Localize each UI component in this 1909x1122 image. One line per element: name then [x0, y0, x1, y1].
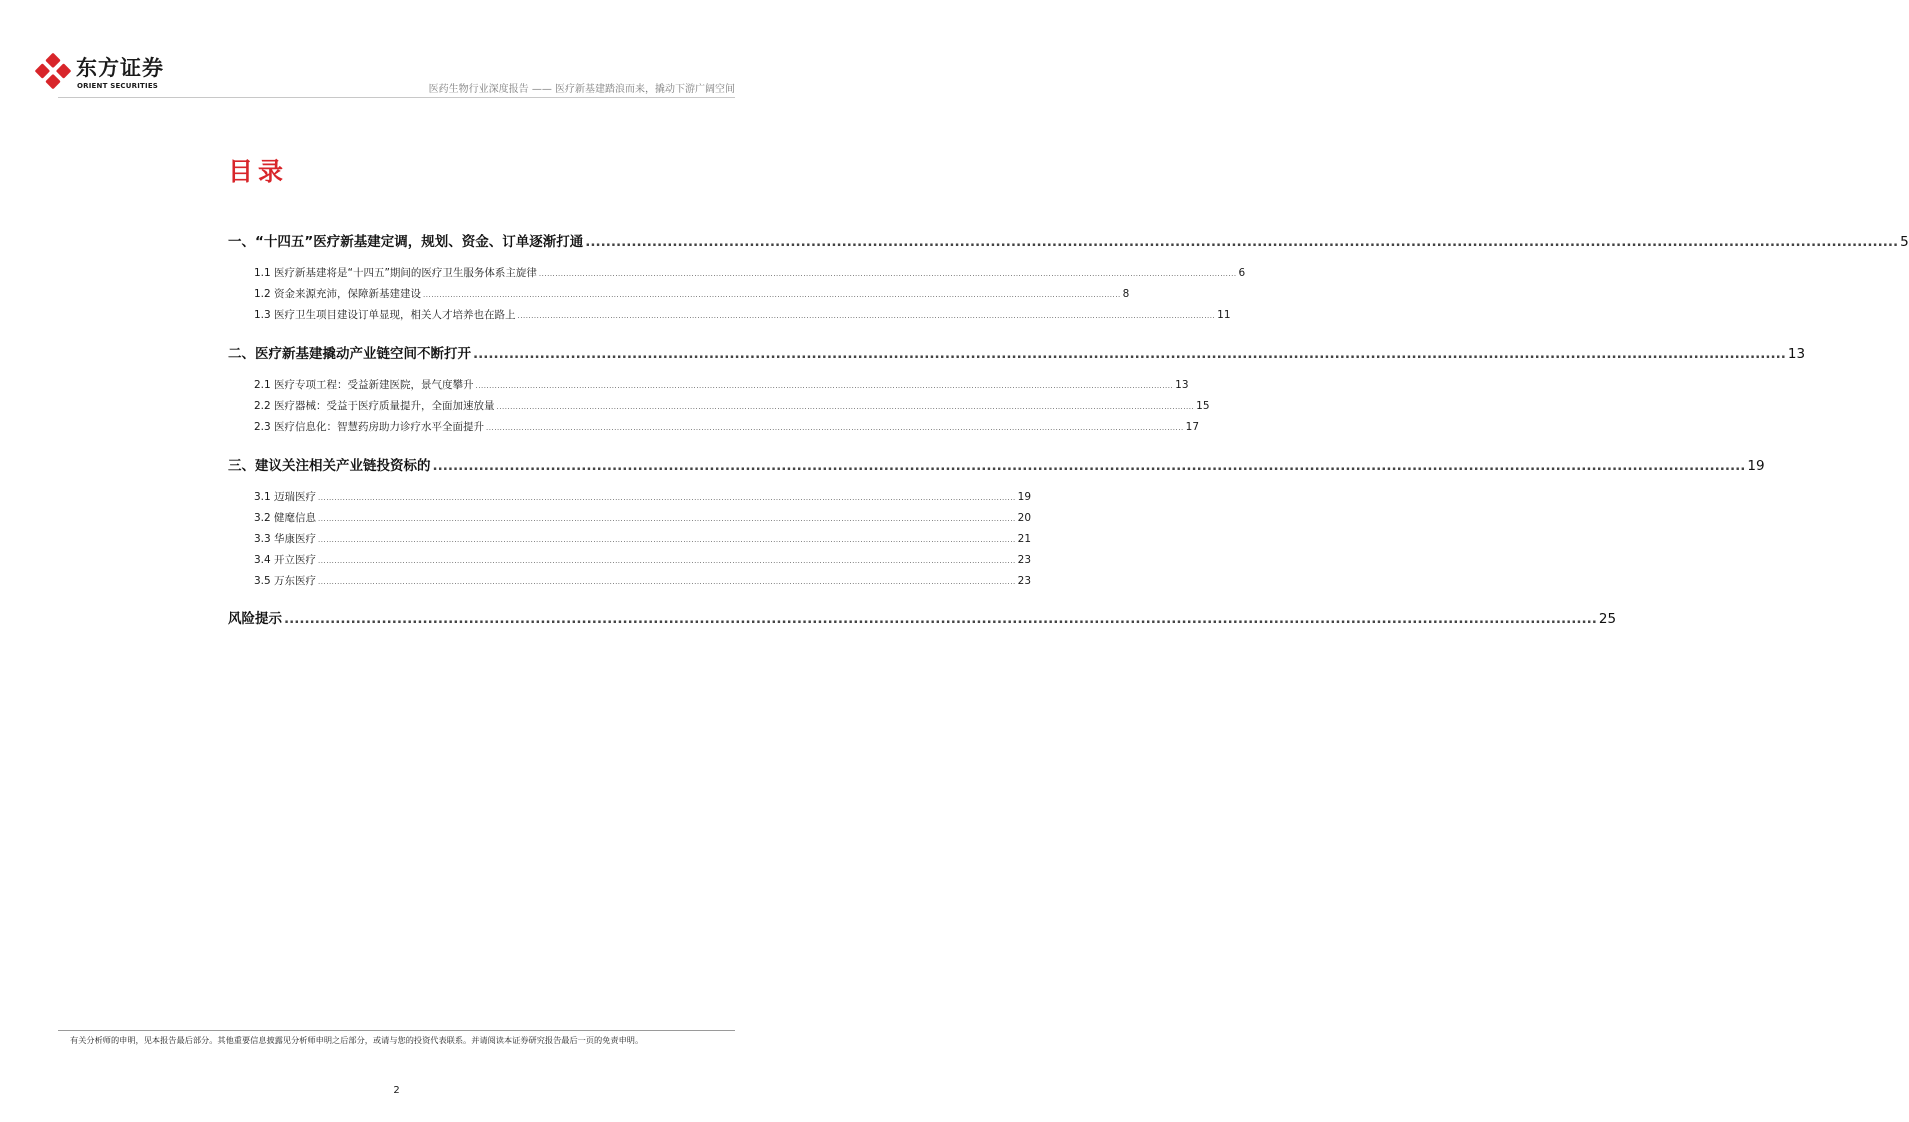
toc-title: 目录: [228, 157, 289, 186]
toc-entry-1-2[interactable]: 1.2 资金来源充沛，保障新基建建设 ................................................................................................................................................................................................................................................................ 8: [254, 288, 1130, 300]
toc-entry-3-4[interactable]: 3.4 开立医疗 ................................................................................................................................................................................................................................................................ 23: [254, 554, 1032, 566]
toc-entry-3-2[interactable]: 3.2 健麾信息 ................................................................................................................................................................................................................................................................ 20: [254, 512, 1032, 524]
toc-entry-chapter-2[interactable]: 二、医疗新基建撬动产业链空间不断打开 ................................................................................................................................................................................................................................................................ 13: [228, 346, 1806, 362]
header-divider: [58, 97, 735, 98]
company-logo: [36, 54, 176, 90]
toc-entry-2-2[interactable]: 2.2 医疗器械：受益于医疗质量提升，全面加速放量 ................................................................................................................................................................................................................................................................ 15: [254, 400, 1210, 412]
toc-entry-2-1[interactable]: 2.1 医疗专项工程：受益新建医院，景气度攀升 ................................................................................................................................................................................................................................................................ 13: [254, 379, 1189, 391]
toc-entry-chapter-1[interactable]: 一、“十四五”医疗新基建定调，规划、资金、订单逐渐打通 ................................................................................................................................................................................................................................................................ 5: [228, 234, 1909, 250]
toc-entry-3-5[interactable]: 3.5 万东医疗 ................................................................................................................................................................................................................................................................ 23: [254, 575, 1032, 587]
page-number: 2: [393, 1085, 400, 1096]
footer-disclaimer: 有关分析师的申明，见本报告最后部分。其他重要信息披露见分析师申明之后部分，或请与您的投资代表联系。并请阅读本证券研究报告最后一页的免责申明。: [70, 1035, 644, 1045]
toc-entry-chapter-3[interactable]: 三、建议关注相关产业链投资标的 ................................................................................................................................................................................................................................................................ 19: [228, 458, 1765, 474]
toc-entry-2-3[interactable]: 2.3 医疗信息化：智慧药房助力诊疗水平全面提升 ................................................................................................................................................................................................................................................................ 17: [254, 421, 1200, 433]
toc-entry-1-3[interactable]: 1.3 医疗卫生项目建设订单显现，相关人才培养也在路上 ................................................................................................................................................................................................................................................................ 11: [254, 309, 1231, 321]
logo-english-name: ORIENT SECURITIES: [77, 82, 159, 90]
toc-entry-3-3[interactable]: 3.3 华康医疗 ................................................................................................................................................................................................................................................................ 21: [254, 533, 1032, 545]
report-header-title: 医药生物行业深度报告 —— 医疗新基建踏浪而来，撬动下游广阔空间: [428, 84, 735, 95]
footer-divider: [58, 1030, 735, 1031]
logo-chinese-name: 东方证券: [76, 56, 164, 80]
toc-entry-1-1[interactable]: 1.1 医疗新基建将是“十四五”期间的医疗卫生服务体系主旋律 ................................................................................................................................................................................................................................................................ 6: [254, 267, 1246, 279]
toc-entry-risk-warning[interactable]: 风险提示 ................................................................................................................................................................................................................................................................ 25: [228, 611, 1617, 627]
toc-entry-3-1[interactable]: 3.1 迈瑞医疗 ................................................................................................................................................................................................................................................................ 19: [254, 491, 1032, 503]
orient-logo-icon: [36, 54, 70, 88]
